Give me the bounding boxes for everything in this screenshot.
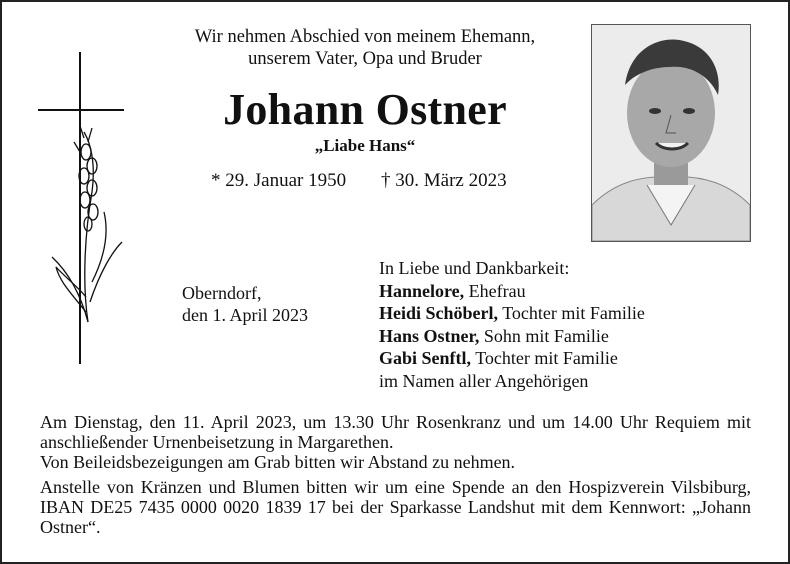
mourner-name: Heidi Schöberl, (379, 303, 499, 323)
mourner-name: Gabi Senftl, (379, 348, 472, 368)
mourners-closing: im Namen aller Angehörigen (379, 370, 589, 391)
deceased-name: Johann Ostner (223, 85, 507, 134)
mourners-heading: In Liebe und Dankbarkeit: (379, 258, 570, 278)
place-city: Oberndorf, (182, 283, 262, 303)
death-date: † 30. März 2023 (381, 170, 507, 191)
service-info: Am Dienstag, den 11. April 2023, um 13.30 Uhr Rosenkranz und um 14.00 Uhr Requiem mit anschließender Urnenbeisetzung in Margarethen. (40, 412, 751, 452)
mourner-row (379, 347, 645, 370)
mourners-block (379, 257, 645, 392)
cross-with-wheat-icon (30, 52, 140, 367)
mourner-row (379, 280, 645, 303)
mourner-name: Hannelore, (379, 280, 465, 301)
mourner-row (379, 325, 645, 348)
place-date-line: den 1. April 2023 (182, 305, 308, 325)
funeral-details (40, 412, 751, 537)
mourner-relation: Ehefrau (464, 280, 526, 301)
portrait-photo (591, 24, 751, 242)
intro-line-2: unserem Vater, Opa und Bruder (248, 49, 482, 69)
nickname: „Liabe Hans“ (314, 136, 416, 155)
condolence-note: Von Beileidsbezeigungen am Grab bitten wir Abstand zu nehmen. (40, 452, 516, 472)
mourner-name: Hans Ostner, (379, 325, 480, 346)
intro-line-1: Wir nehmen Abschied von meinem Ehemann, (194, 27, 536, 47)
mourner-relation: Tochter mit Familie (498, 303, 645, 323)
intro-text (150, 26, 580, 70)
place-date (182, 282, 308, 326)
mourner-relation: Tochter mit Familie (471, 348, 618, 368)
mourner-relation: Sohn mit Familie (479, 325, 609, 346)
donation-note: Anstelle von Kränzen und Blumen bitten wir um eine Spende an den Hospizverein Vilsbiburg, IBAN DE25 7435 0000 0020 1839 17 bei der Sparkasse Landshut mit dem Kennwort: „Johann Ostner“. (40, 477, 751, 537)
birth-date: * 29. Januar 1950 (211, 170, 347, 191)
mourner-row (379, 302, 645, 325)
